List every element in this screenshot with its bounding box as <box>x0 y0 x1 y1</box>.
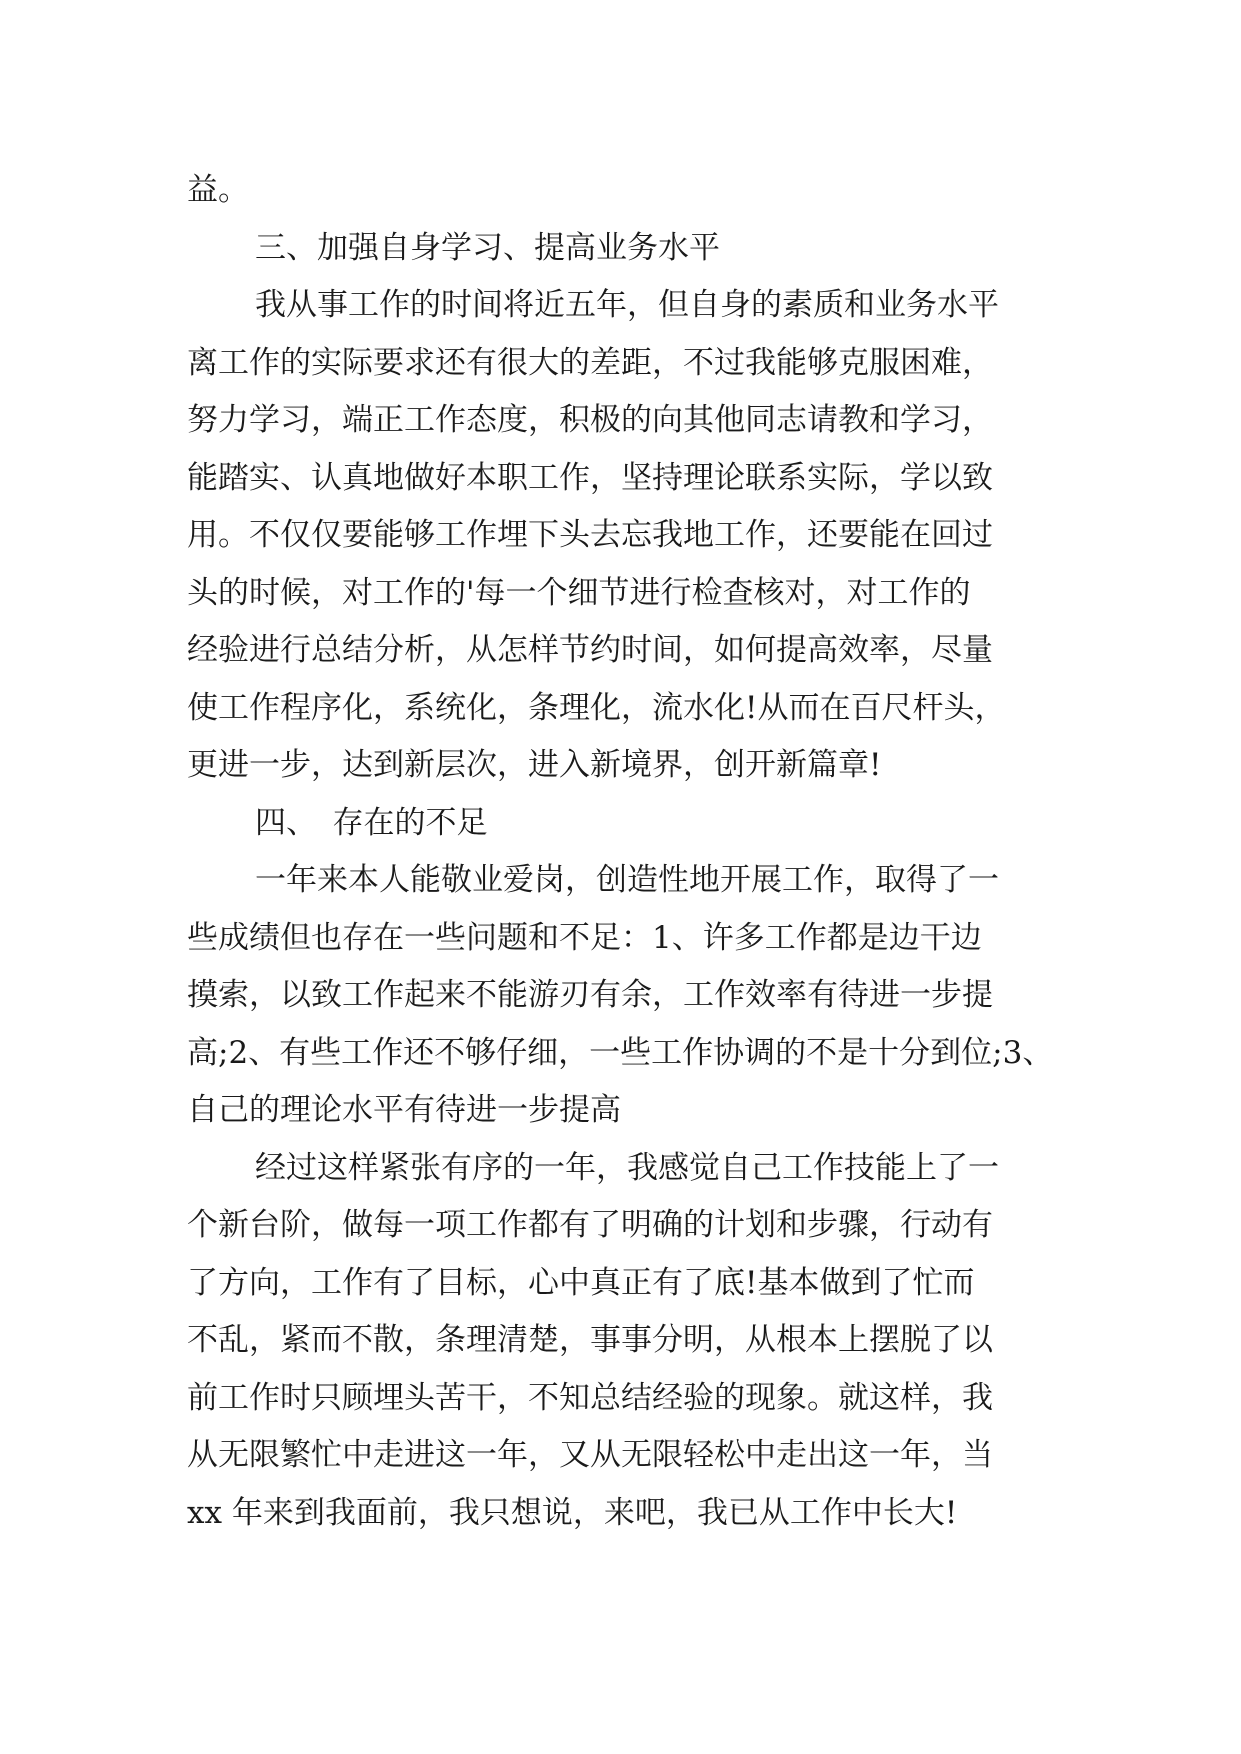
text-line: 离工作的实际要求还有很大的差距，不过我能够克服困难， <box>187 344 993 381</box>
text-line: 一年来本人能敬业爱岗，创造性地开展工作，取得了一 <box>255 862 999 898</box>
text-line: xx 年来到我面前，我只想说，来吧，我已从工作中长大! <box>187 1494 958 1531</box>
text-line: 头的时候，对工作的'每一个细节进行检查核对，对工作的 <box>187 574 971 611</box>
section-heading-4: 四、 存在的不足 <box>255 804 488 841</box>
text-line: 我从事工作的时间将近五年，但自身的素质和业务水平 <box>255 287 999 323</box>
text-line: 努力学习，端正工作态度，积极的向其他同志请教和学习， <box>187 402 993 438</box>
text-line: 自己的理论水平有待进一步提高 <box>187 1092 621 1128</box>
text-line: 从无限繁忙中走进这一年，又从无限轻松中走出这一年，当 <box>187 1437 993 1473</box>
text-line: 高;2、有些工作还不够仔细，一些工作协调的不是十分到位;3、 <box>187 1034 1054 1071</box>
text-line: 经验进行总结分析，从怎样节约时间，如何提高效率，尽量 <box>187 632 993 668</box>
text-line: 前工作时只顾埋头苦干，不知总结经验的现象。就这样，我 <box>187 1379 993 1416</box>
text-line: 用。不仅仅要能够工作埋下头去忘我地工作，还要能在回过 <box>187 517 993 553</box>
document-body <box>187 162 1057 1542</box>
text-line: 更进一步，达到新层次，进入新境界，创开新篇章! <box>187 747 882 783</box>
section-heading-3: 三、加强自身学习、提高业务水平 <box>255 229 720 266</box>
text-line: 了方向，工作有了目标，心中真正有了底!基本做到了忙而 <box>187 1264 975 1301</box>
text-line: 益。 <box>187 172 249 208</box>
text-line: 使工作程序化，系统化，条理化，流水化!从而在百尺杆头， <box>187 689 1006 726</box>
text-line: 个新台阶，做每一项工作都有了明确的计划和步骤，行动有 <box>187 1207 993 1243</box>
text-line: 经过这样紧张有序的一年，我感觉自己工作技能上了一 <box>255 1149 999 1186</box>
text-line: 摸索，以致工作起来不能游刃有余，工作效率有待进一步提 <box>187 977 993 1013</box>
text-line: 能踏实、认真地做好本职工作，坚持理论联系实际，学以致 <box>187 459 993 496</box>
text-line: 些成绩但也存在一些问题和不足：1、许多工作都是边干边 <box>187 919 982 956</box>
text-line: 不乱，紧而不散，条理清楚，事事分明，从根本上摆脱了以 <box>187 1322 993 1358</box>
